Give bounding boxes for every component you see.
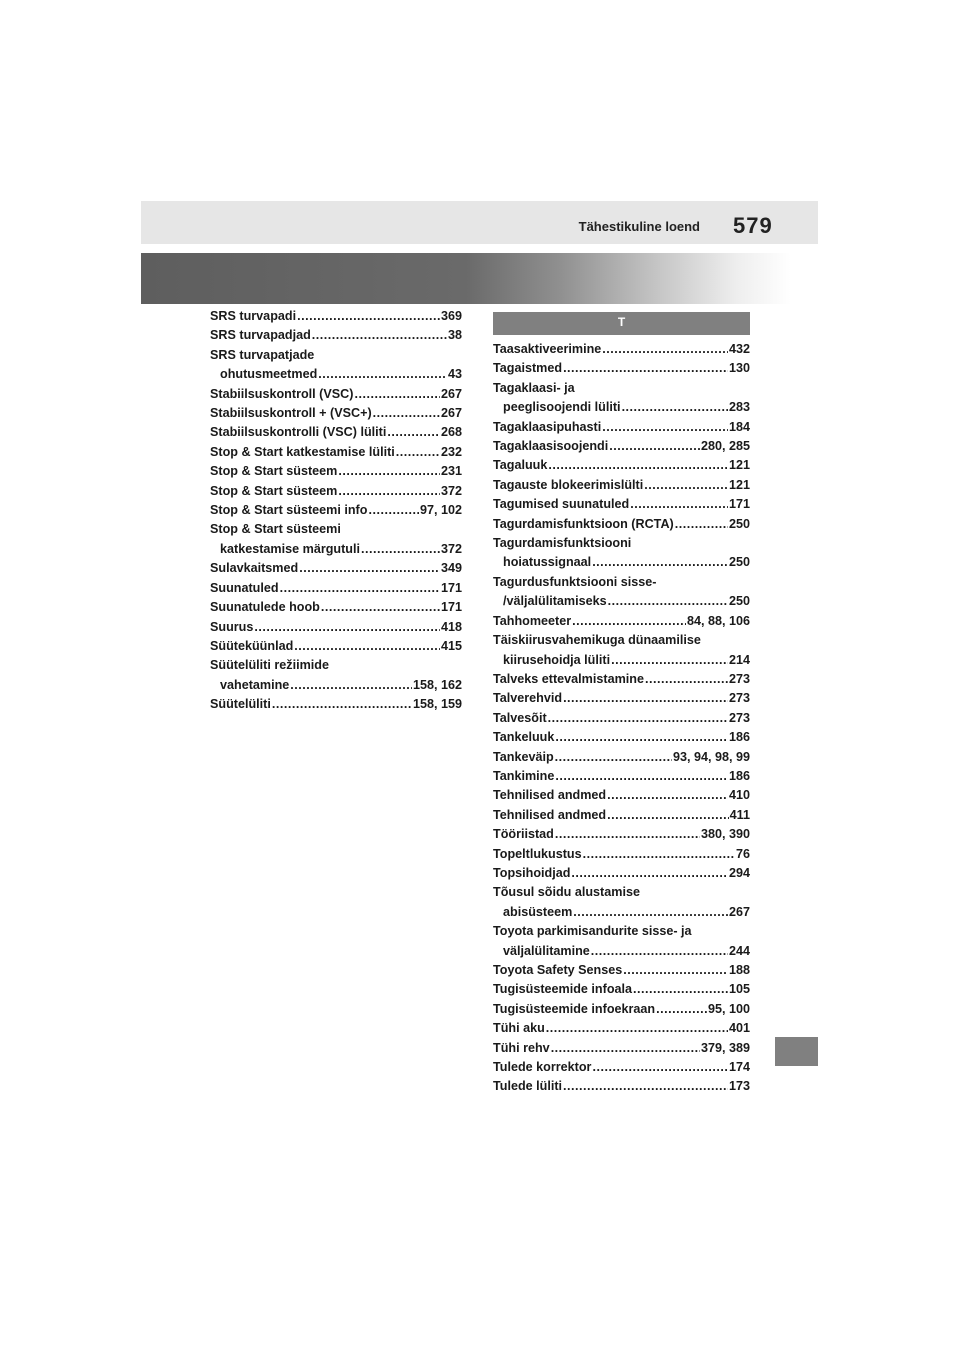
page-number: 579 xyxy=(733,213,773,238)
dot-leader xyxy=(396,443,440,462)
index-entry-term: Tööriistad xyxy=(493,827,554,842)
dot-leader xyxy=(563,689,728,708)
index-entry xyxy=(493,786,750,805)
dot-leader xyxy=(592,1058,728,1077)
index-entry-pages: 38 xyxy=(447,328,462,343)
index-entry xyxy=(493,922,750,961)
index-entry-pages: 268 xyxy=(440,425,462,440)
index-entry xyxy=(210,482,462,501)
index-entry-term: Tühi aku xyxy=(493,1021,545,1036)
index-entry xyxy=(210,637,462,656)
letter-section-header: T xyxy=(493,312,750,335)
dot-leader xyxy=(290,676,412,695)
index-entry xyxy=(493,418,750,437)
index-entry-term: Suurus xyxy=(210,619,254,634)
index-entry-pages: 171 xyxy=(440,580,462,595)
dot-leader xyxy=(373,404,440,423)
index-entry-pages: 267 xyxy=(728,904,750,919)
index-entry-term: Toyota Safety Senses xyxy=(493,963,623,977)
dot-leader xyxy=(607,806,729,825)
dot-leader xyxy=(338,462,440,481)
index-entry xyxy=(493,495,750,514)
thumb-index-tab xyxy=(775,1037,818,1066)
index-entry-pages: 244 xyxy=(728,943,750,958)
dot-leader xyxy=(321,598,440,617)
index-entry-term: Stop & Start katkestamise lüliti xyxy=(210,444,395,459)
index-entry xyxy=(210,404,462,423)
dot-leader xyxy=(548,709,728,728)
index-entry-term: Tagurdamisfunktsiooni xyxy=(493,536,632,551)
dot-leader xyxy=(608,592,728,611)
index-entry xyxy=(493,612,750,631)
index-entry-term: Tagumised suunatuled xyxy=(493,497,630,512)
index-entry-pages: 174 xyxy=(728,1060,750,1075)
index-entry-pages: 105 xyxy=(728,982,750,997)
index-entry xyxy=(493,825,750,844)
index-entry-pages: 273 xyxy=(728,710,750,725)
index-entry-term: Tagurdamisfunktsioon (RCTA) xyxy=(493,516,674,531)
dot-leader xyxy=(294,637,440,656)
dot-leader xyxy=(656,1000,707,1019)
index-entry-pages: 231 xyxy=(440,464,462,479)
index-entry-term: Tulede lüliti xyxy=(493,1079,563,1094)
dot-leader xyxy=(563,1077,728,1096)
index-entry-pages: 76 xyxy=(735,846,750,861)
dot-leader xyxy=(622,398,728,417)
index-entry xyxy=(493,515,750,534)
index-entry-term: Tagaklaasisoojendi xyxy=(493,439,609,454)
index-entry-pages: 250 xyxy=(728,555,750,570)
dot-leader xyxy=(361,540,440,559)
index-entry xyxy=(210,695,462,714)
index-entry-term: Tagaluuk xyxy=(493,458,548,473)
index-entry-pages: 294 xyxy=(728,865,750,880)
dot-leader xyxy=(297,307,440,326)
index-entry xyxy=(493,1058,750,1077)
index-entry-term: ohutusmeetmed xyxy=(220,367,318,382)
index-entry-pages: 171 xyxy=(728,497,750,512)
index-entry-pages: 280, 285 xyxy=(700,439,750,454)
index-entry-term: Süüteküünlad xyxy=(210,638,294,653)
index-entry-term: abisüsteem xyxy=(503,904,573,919)
index-entry-term: Tehnilised andmed xyxy=(493,807,607,822)
index-entry-term: Talverehvid xyxy=(493,691,563,706)
index-entry-pages: 401 xyxy=(728,1021,750,1036)
header-band xyxy=(141,201,818,244)
index-entry-term: Stabiilsuskontroll + (VSC+) xyxy=(210,406,372,421)
index-entry-term: Stop & Start süsteem xyxy=(210,483,338,498)
index-entry-term: Suunatuled xyxy=(210,580,279,595)
index-entry-term: Talveks ettevalmistamine xyxy=(493,671,644,686)
index-entry-pages: 173 xyxy=(728,1079,750,1094)
index-entry xyxy=(210,520,462,559)
dot-leader xyxy=(675,515,728,534)
index-entry-term: Stabiilsuskontroll (VSC) xyxy=(210,386,354,401)
index-entry-pages: 283 xyxy=(728,400,750,415)
index-entry-pages: 158, 159 xyxy=(412,697,462,712)
index-entry-pages: 121 xyxy=(728,458,750,473)
index-entry xyxy=(210,462,462,481)
index-entry xyxy=(210,326,462,345)
index-entry-pages: 186 xyxy=(728,730,750,745)
dot-leader xyxy=(312,326,447,345)
index-entry-pages: 432 xyxy=(728,342,750,356)
dot-leader xyxy=(611,651,728,670)
index-entry-pages: 232 xyxy=(440,444,462,459)
gradient-banner xyxy=(141,253,818,304)
index-entry-term: Tankeluuk xyxy=(493,730,555,745)
dot-leader xyxy=(609,437,700,456)
index-entry xyxy=(493,476,750,495)
index-entry-pages: 93, 94, 98, 99 xyxy=(672,749,750,764)
dot-leader xyxy=(551,1039,700,1058)
index-entry-term: Stabiilsuskontrolli (VSC) lüliti xyxy=(210,425,387,440)
index-entry xyxy=(210,423,462,442)
index-entry-term: Tagaistmed xyxy=(493,361,563,376)
index-entry xyxy=(493,379,750,418)
dot-leader xyxy=(387,423,440,442)
index-entry-pages: 273 xyxy=(728,671,750,686)
index-entry-term: Tagauste blokeerimislülti xyxy=(493,477,644,492)
index-entry-term: Suunatulede hoob xyxy=(210,600,320,615)
section-title: Tähestikuline loend xyxy=(578,219,700,234)
index-entry xyxy=(493,883,750,922)
index-entry-term: Tagaklaasipuhasti xyxy=(493,419,602,434)
index-entry-pages: 84, 88, 106 xyxy=(686,613,750,628)
index-entry-term: kiirusehoidja lüliti xyxy=(503,652,611,667)
index-entry xyxy=(493,767,750,786)
index-entry-pages: 250 xyxy=(728,594,750,609)
index-entry xyxy=(493,728,750,747)
index-entry-term: Tahhomeeter xyxy=(493,613,572,628)
index-entry xyxy=(493,359,750,378)
index-entry-term: /väljalülitamiseks xyxy=(503,594,607,609)
index-entry-term: Toyota parkimisandurite sisse- ja xyxy=(493,924,692,939)
dot-leader xyxy=(592,553,728,572)
index-entry-term: Tugisüsteemide infoala xyxy=(493,982,633,997)
index-entry xyxy=(493,670,750,689)
dot-leader xyxy=(583,845,735,864)
dot-leader xyxy=(368,501,419,520)
index-entry xyxy=(210,385,462,404)
index-entry-term: Taasaktiveerimine xyxy=(493,342,602,356)
index-entry-term: Süütelüliti xyxy=(210,697,271,712)
index-entry-pages: 43 xyxy=(447,367,462,382)
index-entry-term: Sulavkaitsmed xyxy=(210,561,299,576)
index-entry-term: SRS turvapadjad xyxy=(210,328,311,343)
dot-leader xyxy=(254,618,440,637)
dot-leader xyxy=(555,728,728,747)
index-entry-pages: 214 xyxy=(728,652,750,667)
index-entry xyxy=(493,456,750,475)
index-entry-term: Tühi rehv xyxy=(493,1040,550,1055)
index-column-left xyxy=(210,307,462,715)
index-entry-pages: 186 xyxy=(728,768,750,783)
dot-leader xyxy=(591,942,728,961)
dot-leader xyxy=(318,365,447,384)
index-entry-term: Stop & Start süsteemi xyxy=(210,522,341,537)
index-entry-term: Topsihoidjad xyxy=(493,865,571,880)
index-entry xyxy=(493,534,750,573)
index-entry-term: Tugisüsteemide infoekraan xyxy=(493,1001,656,1016)
index-entry-pages: 158, 162 xyxy=(412,677,462,692)
index-entry-pages: 184 xyxy=(728,419,750,434)
dot-leader xyxy=(607,786,728,805)
index-entry-term: hoiatussignaal xyxy=(503,555,592,570)
dot-leader xyxy=(602,418,728,437)
index-entry xyxy=(210,618,462,637)
index-entry xyxy=(493,748,750,767)
index-entry-pages: 95, 100 xyxy=(707,1001,750,1016)
index-entry xyxy=(493,573,750,612)
index-entry-pages: 369 xyxy=(440,309,462,323)
index-entry-pages: 372 xyxy=(440,483,462,498)
index-entry xyxy=(210,443,462,462)
index-entry xyxy=(493,1039,750,1058)
index-entry xyxy=(210,559,462,578)
index-entry xyxy=(210,501,462,520)
index-entry-pages: 267 xyxy=(440,386,462,401)
dot-leader xyxy=(633,980,728,999)
index-entry xyxy=(493,980,750,999)
index-entry-term: Talvesõit xyxy=(493,710,547,725)
index-entry-pages: 410 xyxy=(728,788,750,803)
index-entry-term: Tõusul sõidu alustamise xyxy=(493,885,640,900)
index-entry xyxy=(210,307,462,326)
dot-leader xyxy=(272,695,412,714)
index-entry xyxy=(493,806,750,825)
index-entry xyxy=(210,598,462,617)
index-entry xyxy=(210,346,462,385)
index-entry-term: Topeltlukustus xyxy=(493,846,582,861)
index-entry-term: Stop & Start süsteemi info xyxy=(210,503,368,518)
dot-leader xyxy=(338,482,440,501)
index-entry xyxy=(493,1019,750,1038)
index-entry-pages: 418 xyxy=(440,619,462,634)
index-entry-term: Tagurdusfunktsiooni sisse- xyxy=(493,574,657,589)
index-entry-pages: 171 xyxy=(440,600,462,615)
dot-leader xyxy=(645,670,728,689)
index-entry xyxy=(493,437,750,456)
index-entry-pages: 273 xyxy=(728,691,750,706)
index-entry-term: Tehnilised andmed xyxy=(493,788,607,803)
index-entry xyxy=(210,579,462,598)
index-entry-term: katkestamise märgutuli xyxy=(220,541,360,556)
index-entry-term: vahetamine xyxy=(220,677,290,692)
dot-leader xyxy=(555,748,672,767)
index-entry-pages: 188 xyxy=(728,963,750,977)
dot-leader xyxy=(623,961,728,980)
index-entry xyxy=(493,340,750,359)
dot-leader xyxy=(354,385,440,404)
index-entry xyxy=(493,709,750,728)
index-entry xyxy=(493,845,750,864)
index-entry-term: SRS turvapadi xyxy=(210,309,297,323)
index-entry-term: peeglisoojendi lüliti xyxy=(503,400,621,415)
index-entry-term: Stop & Start süsteem xyxy=(210,464,338,479)
index-entry-term: Tankimine xyxy=(493,768,555,783)
index-entry xyxy=(493,689,750,708)
dot-leader xyxy=(573,903,728,922)
index-entry-pages: 97, 102 xyxy=(419,503,462,518)
dot-leader xyxy=(572,612,686,631)
index-entry-term: Tagaklaasi- ja xyxy=(493,380,575,395)
index-entry-pages: 121 xyxy=(728,477,750,492)
index-entry-term: Süütelüliti režiimide xyxy=(210,658,329,673)
index-column-right xyxy=(493,340,750,1097)
index-entry-pages: 372 xyxy=(440,541,462,556)
index-entry xyxy=(493,631,750,670)
index-entry-pages: 267 xyxy=(440,406,462,421)
index-entry-pages: 379, 389 xyxy=(700,1040,750,1055)
index-entry-pages: 250 xyxy=(728,516,750,531)
index-entry xyxy=(493,961,750,980)
dot-leader xyxy=(280,579,440,598)
dot-leader xyxy=(548,456,728,475)
index-entry-pages: 349 xyxy=(440,561,462,576)
dot-leader xyxy=(602,340,728,359)
index-entry-pages: 415 xyxy=(440,638,462,653)
index-entry xyxy=(493,864,750,883)
index-entry xyxy=(210,656,462,695)
index-entry-term: Täiskiirusvahemikuga dünaamilise xyxy=(493,633,701,648)
dot-leader xyxy=(299,559,440,578)
index-entry-term: SRS turvapatjade xyxy=(210,347,315,362)
index-entry xyxy=(493,1077,750,1096)
dot-leader xyxy=(644,476,728,495)
index-entry-term: väljalülitamine xyxy=(503,943,590,958)
index-entry-pages: 130 xyxy=(728,361,750,376)
index-entry xyxy=(493,1000,750,1019)
dot-leader xyxy=(546,1019,728,1038)
dot-leader xyxy=(555,825,700,844)
index-entry-pages: 380, 390 xyxy=(700,827,750,842)
index-entry-pages: 411 xyxy=(729,807,750,822)
dot-leader xyxy=(555,767,728,786)
dot-leader xyxy=(563,359,728,378)
dot-leader xyxy=(630,495,728,514)
index-entry-term: Tulede korrektor xyxy=(493,1060,592,1075)
index-entry-term: Tankeväip xyxy=(493,749,554,764)
dot-leader xyxy=(571,864,728,883)
